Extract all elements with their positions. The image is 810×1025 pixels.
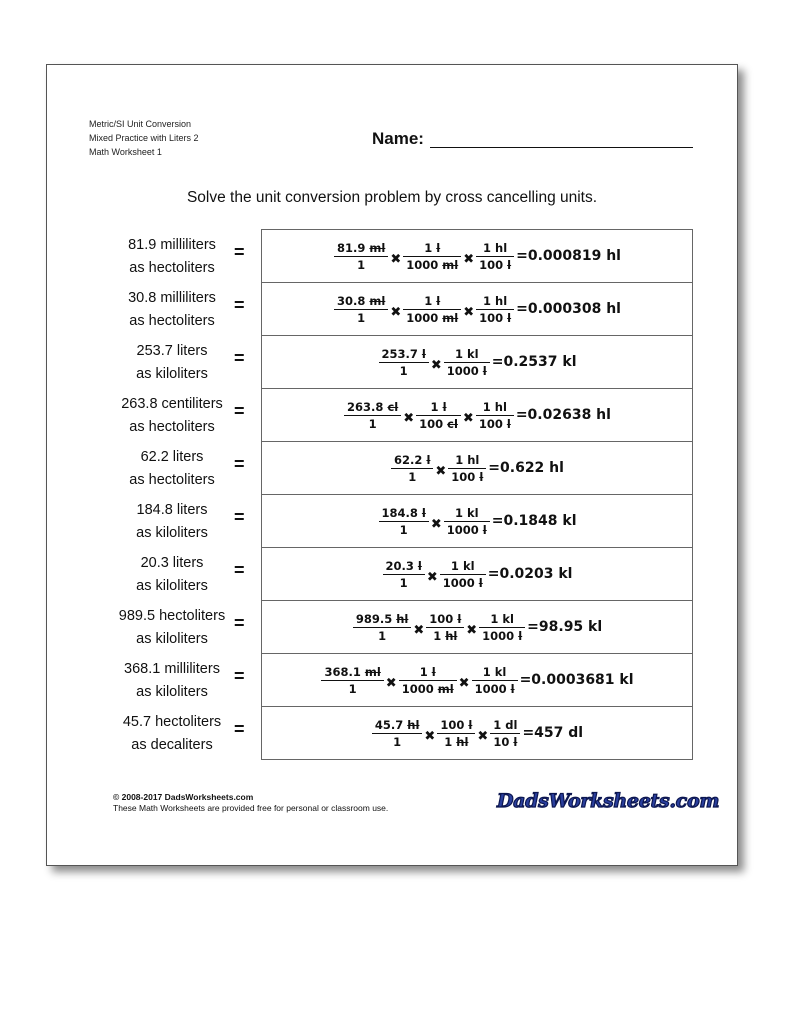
numerator-value: 368.1 xyxy=(324,664,361,679)
conversion-equation xyxy=(262,495,692,547)
fraction-numerator xyxy=(452,452,482,468)
numerator-value: 1 xyxy=(493,717,502,732)
numerator-unit: hl xyxy=(494,399,507,414)
conversion-equation xyxy=(262,336,692,388)
meta-line-2: Mixed Practice with Liters 2 xyxy=(89,133,199,143)
conversion-result: =0.02638 hl xyxy=(515,407,611,423)
fraction-denominator xyxy=(397,575,411,591)
numerator-value: 1 xyxy=(482,399,491,414)
numerator-unit: l xyxy=(417,558,422,573)
multiply-icon: ✖ xyxy=(426,569,438,585)
fraction-denominator xyxy=(397,363,411,379)
denominator-unit: hl xyxy=(445,628,458,643)
denominator-unit: ml xyxy=(442,257,459,272)
worksheet-meta xyxy=(89,117,199,159)
numerator-unit: ml xyxy=(364,664,381,679)
problem-row xyxy=(136,495,693,548)
question-quantity: 989.5 hectoliters xyxy=(118,608,226,624)
denominator-value: 100 xyxy=(479,310,504,325)
numerator-unit: kl xyxy=(502,611,514,626)
fraction-numerator xyxy=(487,611,517,627)
numerator-unit: cl xyxy=(387,399,399,414)
denominator-value: 1 xyxy=(399,522,408,537)
fraction-denominator xyxy=(476,416,514,432)
numerator-unit: l xyxy=(468,717,473,732)
fraction-numerator xyxy=(480,664,510,680)
numerator-value: 81.9 xyxy=(337,240,366,255)
multiply-icon: ✖ xyxy=(403,410,415,426)
fraction-denominator xyxy=(375,628,389,644)
question-quantity: 20.3 liters xyxy=(140,555,204,571)
conversion-equation xyxy=(262,707,692,759)
numerator-unit: l xyxy=(421,505,426,520)
numerator-value: 62.2 xyxy=(394,452,423,467)
dadsworksheets-logo xyxy=(495,785,720,815)
fraction-numerator xyxy=(417,664,439,680)
conversion-result: =0.0203 kl xyxy=(487,566,573,582)
conversion-fraction xyxy=(334,293,388,326)
problem-row xyxy=(128,283,693,336)
numerator-unit: l xyxy=(421,346,426,361)
fraction-denominator xyxy=(440,575,486,591)
fraction-numerator xyxy=(480,240,510,256)
multiply-icon: ✖ xyxy=(390,251,402,267)
multiply-icon: ✖ xyxy=(477,728,489,744)
numerator-value: 1 xyxy=(424,240,433,255)
numerator-unit: ml xyxy=(369,240,386,255)
denominator-value: 1 xyxy=(399,575,408,590)
question-quantity: 45.7 hectoliters xyxy=(122,714,222,730)
denominator-value: 1 xyxy=(408,469,417,484)
question-equals-sign: = xyxy=(234,242,245,262)
numerator-value: 1 xyxy=(455,452,464,467)
fraction-numerator xyxy=(379,346,429,362)
numerator-value: 184.8 xyxy=(381,505,418,520)
usage-note: These Math Worksheets are provided free for personal or classroom use. xyxy=(113,803,389,813)
multiply-icon: ✖ xyxy=(463,251,475,267)
conversion-result: =0.000819 hl xyxy=(516,248,621,264)
copyright-text: © 2008-2017 DadsWorksheets.com xyxy=(113,792,254,802)
conversion-fraction xyxy=(379,505,429,538)
fraction-denominator xyxy=(405,469,419,485)
numerator-unit: ml xyxy=(369,293,386,308)
numerator-value: 1 xyxy=(424,293,433,308)
logo-text: DadsWorksheets.com xyxy=(497,790,720,812)
denominator-unit: cl xyxy=(447,416,458,431)
fraction-denominator xyxy=(346,681,360,697)
fraction-numerator xyxy=(480,293,510,309)
question-target-unit: as hectoliters xyxy=(129,313,215,329)
fraction-denominator xyxy=(354,310,368,326)
numerator-unit: hl xyxy=(407,717,420,732)
denominator-unit: l xyxy=(510,681,515,696)
fraction-numerator xyxy=(490,717,520,733)
denominator-value: 1 xyxy=(357,257,366,272)
problem-question xyxy=(102,393,242,439)
denominator-value: 1 xyxy=(444,734,453,749)
question-quantity: 81.9 milliliters xyxy=(128,237,216,253)
denominator-value: 1000 xyxy=(442,575,475,590)
denominator-unit: l xyxy=(482,522,487,537)
fraction-numerator xyxy=(353,611,412,627)
question-equals-sign: = xyxy=(234,613,245,633)
fraction-numerator xyxy=(391,452,433,468)
numerator-unit: l xyxy=(431,664,436,679)
question-equals-sign: = xyxy=(234,348,245,368)
fraction-numerator xyxy=(421,293,443,309)
denominator-value: 1000 xyxy=(401,681,434,696)
denominator-value: 1 xyxy=(393,734,402,749)
numerator-value: 1 xyxy=(419,664,428,679)
conversion-fraction xyxy=(416,399,461,432)
numerator-value: 1 xyxy=(450,558,459,573)
conversion-fraction xyxy=(344,399,401,432)
denominator-value: 1000 xyxy=(406,257,439,272)
denominator-unit: l xyxy=(513,734,518,749)
numerator-value: 253.7 xyxy=(381,346,418,361)
problem-question xyxy=(102,552,242,598)
conversion-fraction xyxy=(426,611,464,644)
numerator-value: 100 xyxy=(440,717,465,732)
numerator-unit: kl xyxy=(466,505,479,520)
denominator-unit: ml xyxy=(442,310,459,325)
denominator-unit: l xyxy=(518,628,523,643)
denominator-value: 10 xyxy=(493,734,510,749)
numerator-value: 989.5 xyxy=(355,611,393,626)
multiply-icon: ✖ xyxy=(430,516,442,532)
worksheet-page xyxy=(46,64,738,866)
name-label: Name: xyxy=(372,129,424,148)
denominator-value: 1000 xyxy=(406,310,439,325)
problem-question xyxy=(102,605,242,651)
question-equals-sign: = xyxy=(234,401,245,421)
meta-line-1: Metric/SI Unit Conversion xyxy=(89,119,192,129)
conversion-equation xyxy=(262,230,692,282)
question-equals-sign: = xyxy=(234,719,245,739)
conversion-equation xyxy=(262,283,692,335)
fraction-denominator xyxy=(416,416,461,432)
problem-table xyxy=(118,229,693,760)
fraction-denominator xyxy=(430,628,460,644)
denominator-value: 1 xyxy=(348,681,357,696)
question-equals-sign: = xyxy=(234,295,245,315)
fraction-denominator xyxy=(490,734,520,750)
conversion-fraction xyxy=(334,240,388,273)
fraction-denominator xyxy=(390,734,404,750)
numerator-unit: hl xyxy=(495,293,508,308)
fraction-numerator xyxy=(448,558,478,574)
numerator-unit: l xyxy=(442,399,447,414)
conversion-fraction xyxy=(490,717,520,750)
denominator-unit: ml xyxy=(437,681,454,696)
question-target-unit: as kiloliters xyxy=(136,578,208,594)
numerator-value: 1 xyxy=(454,346,463,361)
question-quantity: 263.8 centiliters xyxy=(121,396,223,412)
conversion-result: =0.622 hl xyxy=(488,460,564,476)
denominator-value: 100 xyxy=(419,416,444,431)
conversion-fraction xyxy=(321,664,383,697)
denominator-value: 1 xyxy=(433,628,442,643)
multiply-icon: ✖ xyxy=(462,410,474,426)
instructions: Solve the unit conversion problem by cross cancelling units. xyxy=(186,189,598,206)
numerator-unit: l xyxy=(436,293,441,308)
fraction-numerator xyxy=(421,240,443,256)
numerator-unit: l xyxy=(426,452,431,467)
question-target-unit: as kiloliters xyxy=(136,631,208,647)
conversion-fraction xyxy=(403,293,461,326)
fraction-denominator xyxy=(441,734,471,750)
denominator-unit: l xyxy=(506,416,511,431)
denominator-value: 100 xyxy=(451,469,476,484)
denominator-unit: l xyxy=(507,257,512,272)
multiply-icon: ✖ xyxy=(390,304,402,320)
multiply-icon: ✖ xyxy=(463,304,475,320)
fraction-denominator xyxy=(476,257,514,273)
fraction-denominator xyxy=(479,628,525,644)
fraction-numerator xyxy=(379,505,429,521)
multiply-icon: ✖ xyxy=(466,622,478,638)
denominator-value: 1000 xyxy=(482,628,515,643)
problem-row xyxy=(136,336,693,389)
conversion-fraction xyxy=(437,717,475,750)
denominator-value: 1 xyxy=(378,628,387,643)
fraction-numerator xyxy=(334,293,388,309)
fraction-numerator xyxy=(452,505,482,521)
fraction-numerator xyxy=(383,558,425,574)
denominator-value: 100 xyxy=(478,416,503,431)
problem-question xyxy=(102,499,242,545)
conversion-fraction xyxy=(476,293,514,326)
conversion-equation xyxy=(262,389,692,441)
numerator-value: 1 xyxy=(483,240,492,255)
numerator-unit: kl xyxy=(494,664,507,679)
conversion-fraction xyxy=(391,452,433,485)
fraction-numerator xyxy=(428,399,450,415)
conversion-result: =0.1848 kl xyxy=(491,513,577,529)
numerator-unit: dl xyxy=(505,717,518,732)
conversion-equation xyxy=(262,442,692,494)
question-quantity: 253.7 liters xyxy=(136,343,208,359)
multiply-icon: ✖ xyxy=(458,675,470,691)
fraction-numerator xyxy=(321,664,383,680)
denominator-value: 1 xyxy=(368,416,377,431)
conversion-fraction xyxy=(440,558,486,591)
question-target-unit: as hectoliters xyxy=(129,260,215,276)
denominator-value: 1 xyxy=(399,363,408,378)
question-equals-sign: = xyxy=(234,507,245,527)
conversion-fraction xyxy=(372,717,423,750)
conversion-equation xyxy=(262,601,692,653)
fraction-numerator xyxy=(437,717,475,733)
conversion-fraction xyxy=(444,505,490,538)
denominator-unit: l xyxy=(478,575,483,590)
conversion-result: =98.95 kl xyxy=(527,619,603,635)
fraction-denominator xyxy=(403,257,461,273)
multiply-icon: ✖ xyxy=(430,357,442,373)
fraction-numerator xyxy=(344,399,401,415)
problem-question xyxy=(102,287,242,333)
numerator-unit: kl xyxy=(462,558,475,573)
denominator-value: 1000 xyxy=(474,681,507,696)
question-equals-sign: = xyxy=(234,454,245,474)
meta-line-3: Math Worksheet 1 xyxy=(89,147,162,157)
question-quantity: 368.1 milliliters xyxy=(124,661,220,677)
numerator-value: 263.8 xyxy=(347,399,384,414)
multiply-icon: ✖ xyxy=(435,463,447,479)
denominator-unit: l xyxy=(479,469,484,484)
question-equals-sign: = xyxy=(234,560,245,580)
denominator-value: 100 xyxy=(479,257,504,272)
fraction-denominator xyxy=(472,681,518,697)
numerator-unit: l xyxy=(436,240,441,255)
conversion-fraction xyxy=(353,611,412,644)
denominator-unit: l xyxy=(482,363,487,378)
numerator-value: 1 xyxy=(483,293,492,308)
problem-row xyxy=(128,230,693,283)
numerator-value: 100 xyxy=(429,611,454,626)
denominator-value: 1000 xyxy=(446,522,479,537)
numerator-unit: hl xyxy=(467,452,480,467)
conversion-result: =457 dl xyxy=(522,725,584,741)
multiply-icon: ✖ xyxy=(424,728,436,744)
fraction-numerator xyxy=(452,346,482,362)
conversion-fraction xyxy=(383,558,425,591)
numerator-value: 20.3 xyxy=(385,558,414,573)
conversion-fraction xyxy=(479,611,525,644)
fraction-numerator xyxy=(480,399,510,415)
problem-question xyxy=(102,446,242,492)
conversion-fraction xyxy=(379,346,429,379)
denominator-unit: hl xyxy=(456,734,469,749)
numerator-value: 1 xyxy=(482,664,491,679)
denominator-unit: l xyxy=(507,310,512,325)
problem-row xyxy=(129,442,693,495)
conversion-fraction xyxy=(399,664,457,697)
question-target-unit: as kiloliters xyxy=(136,684,208,700)
numerator-value: 1 xyxy=(430,399,439,414)
conversion-fraction xyxy=(472,664,518,697)
question-quantity: 184.8 liters xyxy=(136,502,208,518)
conversion-fraction xyxy=(403,240,461,273)
question-quantity: 30.8 milliliters xyxy=(128,290,216,306)
question-target-unit: as decaliters xyxy=(131,737,213,753)
conversion-result: =0.2537 kl xyxy=(491,354,577,370)
problem-question xyxy=(102,658,242,704)
question-target-unit: as hectoliters xyxy=(129,419,215,435)
numerator-unit: l xyxy=(457,611,462,626)
numerator-unit: hl xyxy=(495,240,508,255)
question-quantity: 62.2 liters xyxy=(140,449,204,465)
denominator-value: 1 xyxy=(357,310,366,325)
problem-row xyxy=(118,601,693,654)
problem-row xyxy=(121,389,693,442)
numerator-unit: hl xyxy=(396,611,409,626)
conversion-result: =0.0003681 kl xyxy=(519,672,634,688)
multiply-icon: ✖ xyxy=(413,622,425,638)
numerator-unit: kl xyxy=(466,346,479,361)
numerator-value: 1 xyxy=(454,505,463,520)
fraction-denominator xyxy=(399,681,457,697)
conversion-result: =0.000308 hl xyxy=(516,301,621,317)
fraction-denominator xyxy=(366,416,380,432)
conversion-equation xyxy=(262,548,692,600)
conversion-fraction xyxy=(444,346,490,379)
conversion-fraction xyxy=(476,240,514,273)
denominator-value: 1000 xyxy=(446,363,479,378)
conversion-equation xyxy=(262,654,692,706)
fraction-denominator xyxy=(444,522,490,538)
fraction-denominator xyxy=(403,310,461,326)
fraction-numerator xyxy=(426,611,464,627)
problem-row xyxy=(122,707,693,760)
fraction-numerator xyxy=(334,240,388,256)
numerator-value: 45.7 xyxy=(374,717,404,732)
problem-row xyxy=(136,548,693,601)
fraction-denominator xyxy=(448,469,486,485)
problem-row xyxy=(124,654,693,707)
question-target-unit: as kiloliters xyxy=(136,366,208,382)
question-target-unit: as hectoliters xyxy=(129,472,215,488)
numerator-value: 1 xyxy=(490,611,499,626)
question-equals-sign: = xyxy=(234,666,245,686)
fraction-numerator xyxy=(372,717,423,733)
conversion-fraction xyxy=(448,452,486,485)
numerator-value: 30.8 xyxy=(337,293,366,308)
fraction-denominator xyxy=(397,522,411,538)
fraction-denominator xyxy=(476,310,514,326)
name-line xyxy=(430,147,693,148)
problem-question xyxy=(102,340,242,386)
problem-question xyxy=(102,234,242,280)
fraction-denominator xyxy=(354,257,368,273)
fraction-denominator xyxy=(444,363,490,379)
multiply-icon: ✖ xyxy=(385,675,397,691)
question-target-unit: as kiloliters xyxy=(136,525,208,541)
conversion-fraction xyxy=(476,399,514,432)
problem-question xyxy=(102,711,242,757)
